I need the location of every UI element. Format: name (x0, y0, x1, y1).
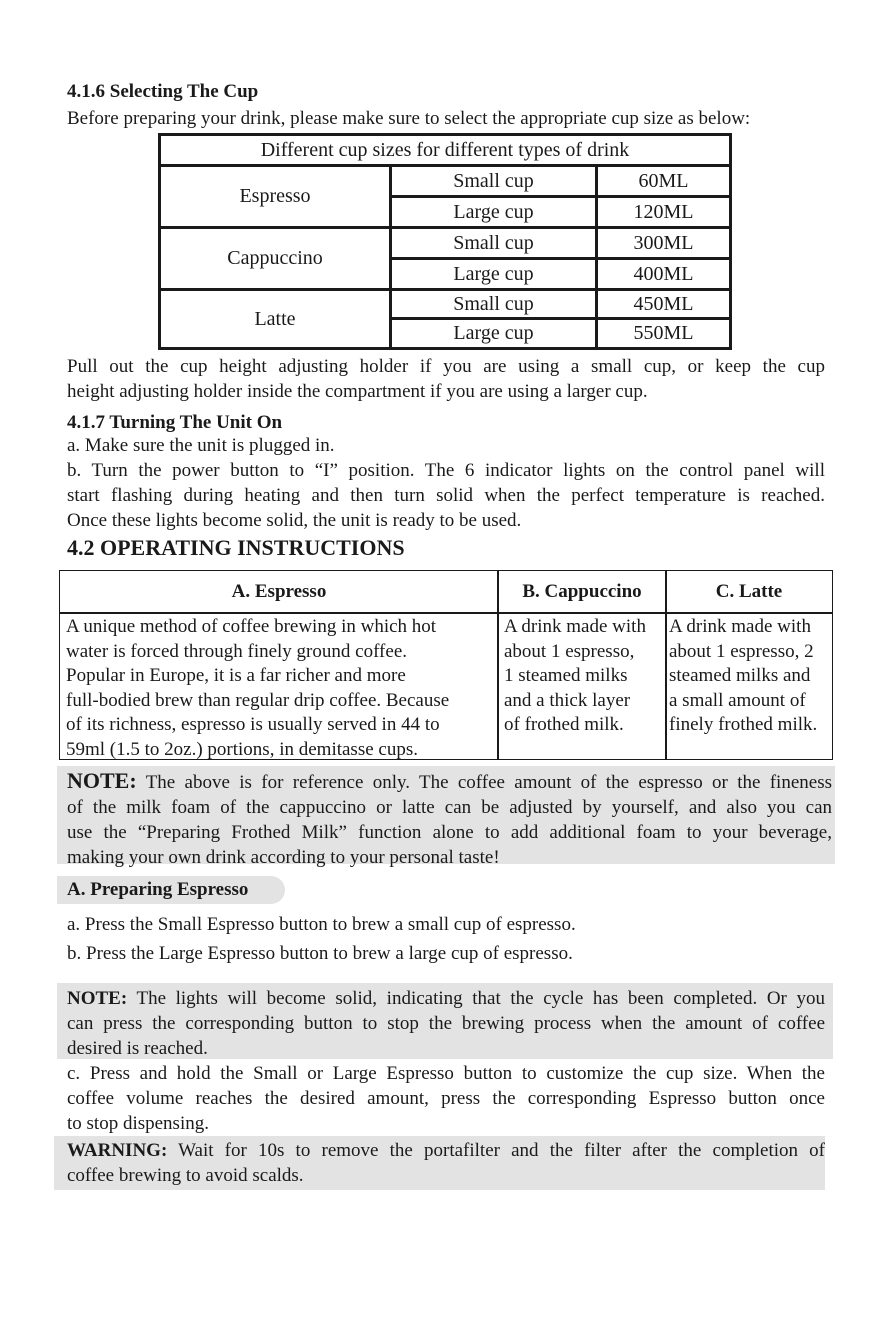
text-line: of frothed milk. (504, 714, 624, 735)
note-label: NOTE: (67, 988, 128, 1009)
cappuccino-header: B. Cappuccino (522, 581, 642, 602)
text-line: desired is reached. (67, 1038, 208, 1059)
drink-types-table (59, 570, 833, 760)
text-line: height adjusting holder inside the compartment if you are using a larger cup. (67, 381, 648, 402)
note-brewing-text (67, 986, 825, 1061)
text-line: Wait for 10s to remove the portafilter and the filter after the completion of (178, 1140, 825, 1161)
step-b-line: start flashing during heating and then turn solid when the perfect temperature is reached. (67, 485, 825, 506)
note-reference-text (67, 768, 832, 870)
text-line: about 1 espresso, 2 (669, 640, 814, 662)
text-line: Popular in Europe, it is a far richer and more (66, 665, 406, 686)
turn-on-steps (67, 433, 825, 533)
section-heading-4-1-7: 4.1.7 Turning The Unit On (67, 412, 283, 433)
size-label: Large cup (392, 198, 598, 229)
latte-header: C. Latte (715, 581, 783, 602)
text-line: and a thick layer (504, 689, 631, 711)
text-line: A drink made with (504, 616, 646, 637)
text-line: The lights will become solid, indicating that the cycle has been completed. Or you (136, 988, 825, 1009)
warning-text (67, 1138, 825, 1188)
drink-latte: Latte (161, 291, 392, 347)
text-line: water is forced through finely ground coffee. (66, 640, 407, 662)
section-heading-4-2: 4.2 OPERATING INSTRUCTIONS (67, 535, 405, 560)
size-value: 450ML (598, 291, 729, 320)
text-line: c. Press and hold the Small or Large Espresso button to customize the cup size. When the (67, 1063, 825, 1084)
text-line: finely frothed milk. (669, 714, 818, 735)
text-line: full-bodied brew than regular drip coffee. Because (66, 689, 450, 711)
espresso-description (60, 613, 497, 764)
text-line: A drink made with (669, 616, 811, 637)
text-line: can press the corresponding button to stop the brewing process when the amount of coffee (67, 1013, 825, 1034)
size-value: 120ML (598, 198, 729, 229)
latte-description (666, 613, 834, 740)
text-line: Pull out the cup height adjusting holder if you are using a small cup, or keep the cup (67, 356, 825, 377)
size-label: Small cup (392, 291, 598, 320)
drink-cappuccino: Cappuccino (161, 229, 392, 291)
subsection-heading-preparing-espresso: A. Preparing Espresso (57, 876, 285, 904)
text-line: coffee volume reaches the desired amount, press the corresponding Espresso button once (67, 1088, 825, 1109)
size-label: Small cup (392, 229, 598, 260)
cup-table-caption: Different cup sizes for different types of drink (161, 136, 729, 167)
cup-holder-note (67, 354, 825, 404)
text-line: to stop dispensing. (67, 1113, 209, 1134)
text-line: steamed milks and (669, 665, 811, 686)
size-value: 300ML (598, 229, 729, 260)
size-label: Large cup (392, 260, 598, 291)
step-b-line: Once these lights become solid, the unit is ready to be used. (67, 510, 522, 531)
text-line: a small amount of (669, 689, 806, 711)
note-label: NOTE: (67, 768, 137, 793)
text-line: about 1 espresso, (504, 640, 635, 662)
text-line: The above is for reference only. The coffee amount of the espresso or the fineness (145, 772, 832, 793)
espresso-step-a: a. Press the Small Espresso button to brew a small cup of espresso. (67, 914, 576, 935)
size-value: 400ML (598, 260, 729, 291)
step-a: a. Make sure the unit is plugged in. (67, 435, 335, 456)
size-value: 550ML (598, 320, 729, 347)
size-value: 60ML (598, 167, 729, 198)
text-line: 59ml (1.5 to 2oz.) portions, in demitasse cups. (66, 738, 418, 760)
text-line: coffee brewing to avoid scalds. (67, 1165, 304, 1186)
text-line: making your own drink according to your personal taste! (67, 847, 500, 868)
drink-espresso: Espresso (161, 167, 392, 229)
size-label: Small cup (392, 167, 598, 198)
cappuccino-description (498, 613, 666, 740)
section-heading-4-1-6: 4.1.6 Selecting The Cup (67, 81, 259, 102)
text-line: of its richness, espresso is usually served in 44 to (66, 714, 440, 735)
warning-label: WARNING: (67, 1140, 168, 1161)
espresso-step-c (67, 1061, 825, 1136)
espresso-header: A. Espresso (231, 581, 327, 602)
step-b-line: b. Turn the power button to “I” position. The 6 indicator lights on the control panel will (67, 460, 825, 481)
text-line: 1 steamed milks (504, 665, 628, 686)
text-line: of the milk foam of the cappuccino or latte can be adjusted by yourself, and also you can (67, 797, 832, 818)
text-line: A unique method of coffee brewing in which hot (66, 616, 437, 637)
intro-text: Before preparing your drink, please make sure to select the appropriate cup size as below: (67, 108, 751, 129)
espresso-step-b: b. Press the Large Espresso button to brew a large cup of espresso. (67, 943, 573, 964)
size-label: Large cup (392, 320, 598, 347)
text-line: use the “Preparing Frothed Milk” function alone to add additional foam to your beverage, (67, 822, 832, 843)
cup-size-table (158, 133, 732, 350)
